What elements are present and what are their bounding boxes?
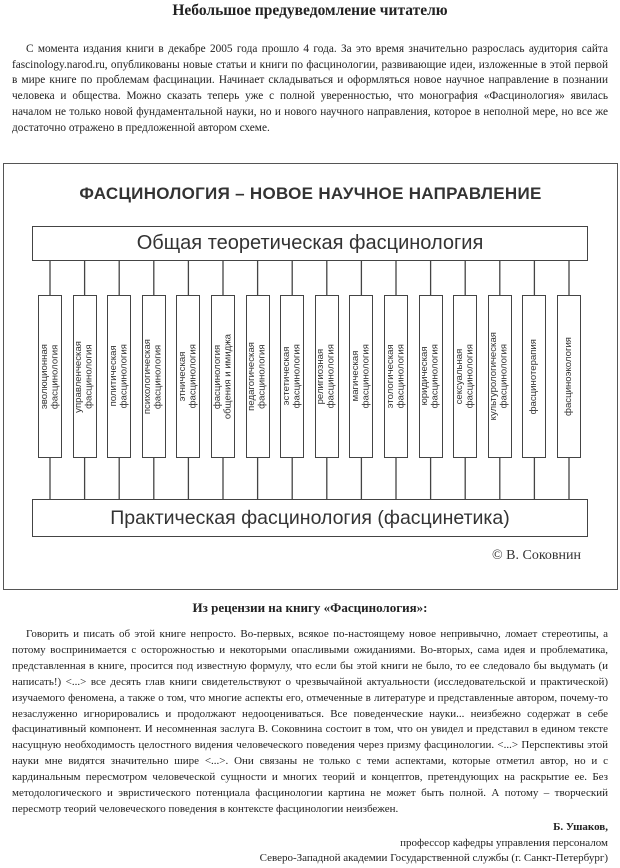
- branch-box: [522, 295, 546, 458]
- diagram-credit: © В. Соковнин: [492, 548, 581, 563]
- branch-box: [107, 295, 131, 458]
- branch-label: этническая фасцинология: [176, 344, 199, 409]
- branch-label: религиозная фасцинология: [315, 344, 337, 409]
- practical-box: Практическая фасцинология (фасцинетика): [32, 499, 588, 537]
- page-title: Небольшое предуведомление читателю: [172, 2, 448, 19]
- branch-box: [557, 295, 581, 458]
- branch-box: [73, 295, 97, 458]
- branch-label: фасциноэкология: [562, 337, 574, 416]
- branch-box: [419, 295, 443, 458]
- branch-box: [315, 295, 339, 458]
- branch-box: [38, 295, 62, 458]
- branch-box: [488, 295, 512, 458]
- branch-label: культурологическая фасцинология: [488, 332, 510, 421]
- review-signature: [260, 820, 608, 867]
- branch-label: фасцинология общения и имиджа: [211, 333, 233, 420]
- branch-label: управленческая фасцинология: [73, 340, 95, 413]
- branch-label: политическая фасцинология: [107, 344, 130, 409]
- reviewer-affiliation: Северо-Западной академии Государственной службы (г. Санкт-Петербург): [259, 852, 608, 864]
- branch-label: сексуальная фасцинология: [453, 344, 476, 409]
- branch-box: [384, 295, 408, 458]
- general-theory-box: Общая теоретическая фасцинология: [32, 226, 588, 261]
- branch-box: [453, 295, 477, 458]
- branch-label: эволюционная фасцинология: [38, 343, 60, 410]
- branch-box: [142, 295, 166, 458]
- diagram-heading: ФАСЦИНОЛОГИЯ – НОВОЕ НАУЧНОЕ НАПРАВЛЕНИЕ: [79, 184, 542, 203]
- reviewer-position: профессор кафедры управления персоналом: [400, 836, 608, 849]
- branch-box: [280, 295, 304, 458]
- branch-label: этологическая фасцинология: [384, 344, 406, 409]
- branch-label: психологическая фасцинология: [142, 338, 164, 415]
- branch-label: фасцинотерапия: [528, 338, 540, 415]
- branch-label: педагогическая фасцинология: [246, 342, 268, 411]
- branch-label: эстетическая фасцинология: [280, 344, 303, 409]
- fascinology-diagram: [3, 163, 618, 590]
- branch-box: [349, 295, 373, 458]
- intro-paragraph: С момента издания книги в декабре 2005 года прошло 4 года. За это время значительно разрослась аудитория сайта fascinology.narod.ru, опубликованы новые статьи и книги по фасцинологии, развивающие идеи, изложенные в этой первой в мире книге по проблемам фасцинации. Начинает складываться и оформляться новое научное направление в познании человека и общества. Можно сказать теперь уже с полной уверенностью, что монография «Фасцинология» явилась началом не только новой фундаментальной науки, но и нового научного направления, которое в неполной мере, но все же достаточно отражено в предложенной автором схеме.: [12, 43, 608, 134]
- branch-box: [176, 295, 200, 458]
- review-title: Из рецензии на книгу «Фасцинология»:: [192, 600, 428, 615]
- branch-label: юридическая фасцинология: [419, 344, 441, 409]
- branch-label: магическая фасцинология: [349, 344, 372, 409]
- review-text: Говорить и писать об этой книге непросто. Во-первых, всякое по-настоящему новое непривычно, ломает стереотипы, а потому воспринимается с осторожностью и некоторыми опасливыми ожиданиями. Во-вторых, сама идея и проблематика, представленная в книге, просится под известную формулу, что если бы этой книги не было, то ее следовало бы выдумать (и написать!) <...> все десять глав книги свидетельствуют о чрезвычайной актуальности (исследовательской и практической) изучаемого феномена, а также о том, что многие аспекты его, отмеченные в литературе и представленные автором, почему-то незаслуженно игнорировались и продолжают недооцениваться. Все поведенческие науки... неизбежно содержат в себе фасцинативный компонент. И несомненная заслуга В. Соковнина состоит в том, что он увидел и представил в едином тексте насущную необходимость целостного видения человеческого поведения через призму фасцинологии. <...> Перспективы этой науки мне видятся значительно шире <...>. Они связаны не только с теми аспектами, которые отметил автор, но и с кардинальным пересмотром человеческой сущности и многих теорий и концептов, претендующих на раскрытие ее. Без методологического и эвристического потенциала фасцинологии картина не может быть полной. А потому – творческий пересмотр теорий человеческого поведения в контексте фасцинологии неизбежен.: [12, 628, 608, 815]
- branch-box: [246, 295, 270, 458]
- reviewer-name: Б. Ушаков,: [553, 821, 608, 833]
- branch-box: [211, 295, 235, 458]
